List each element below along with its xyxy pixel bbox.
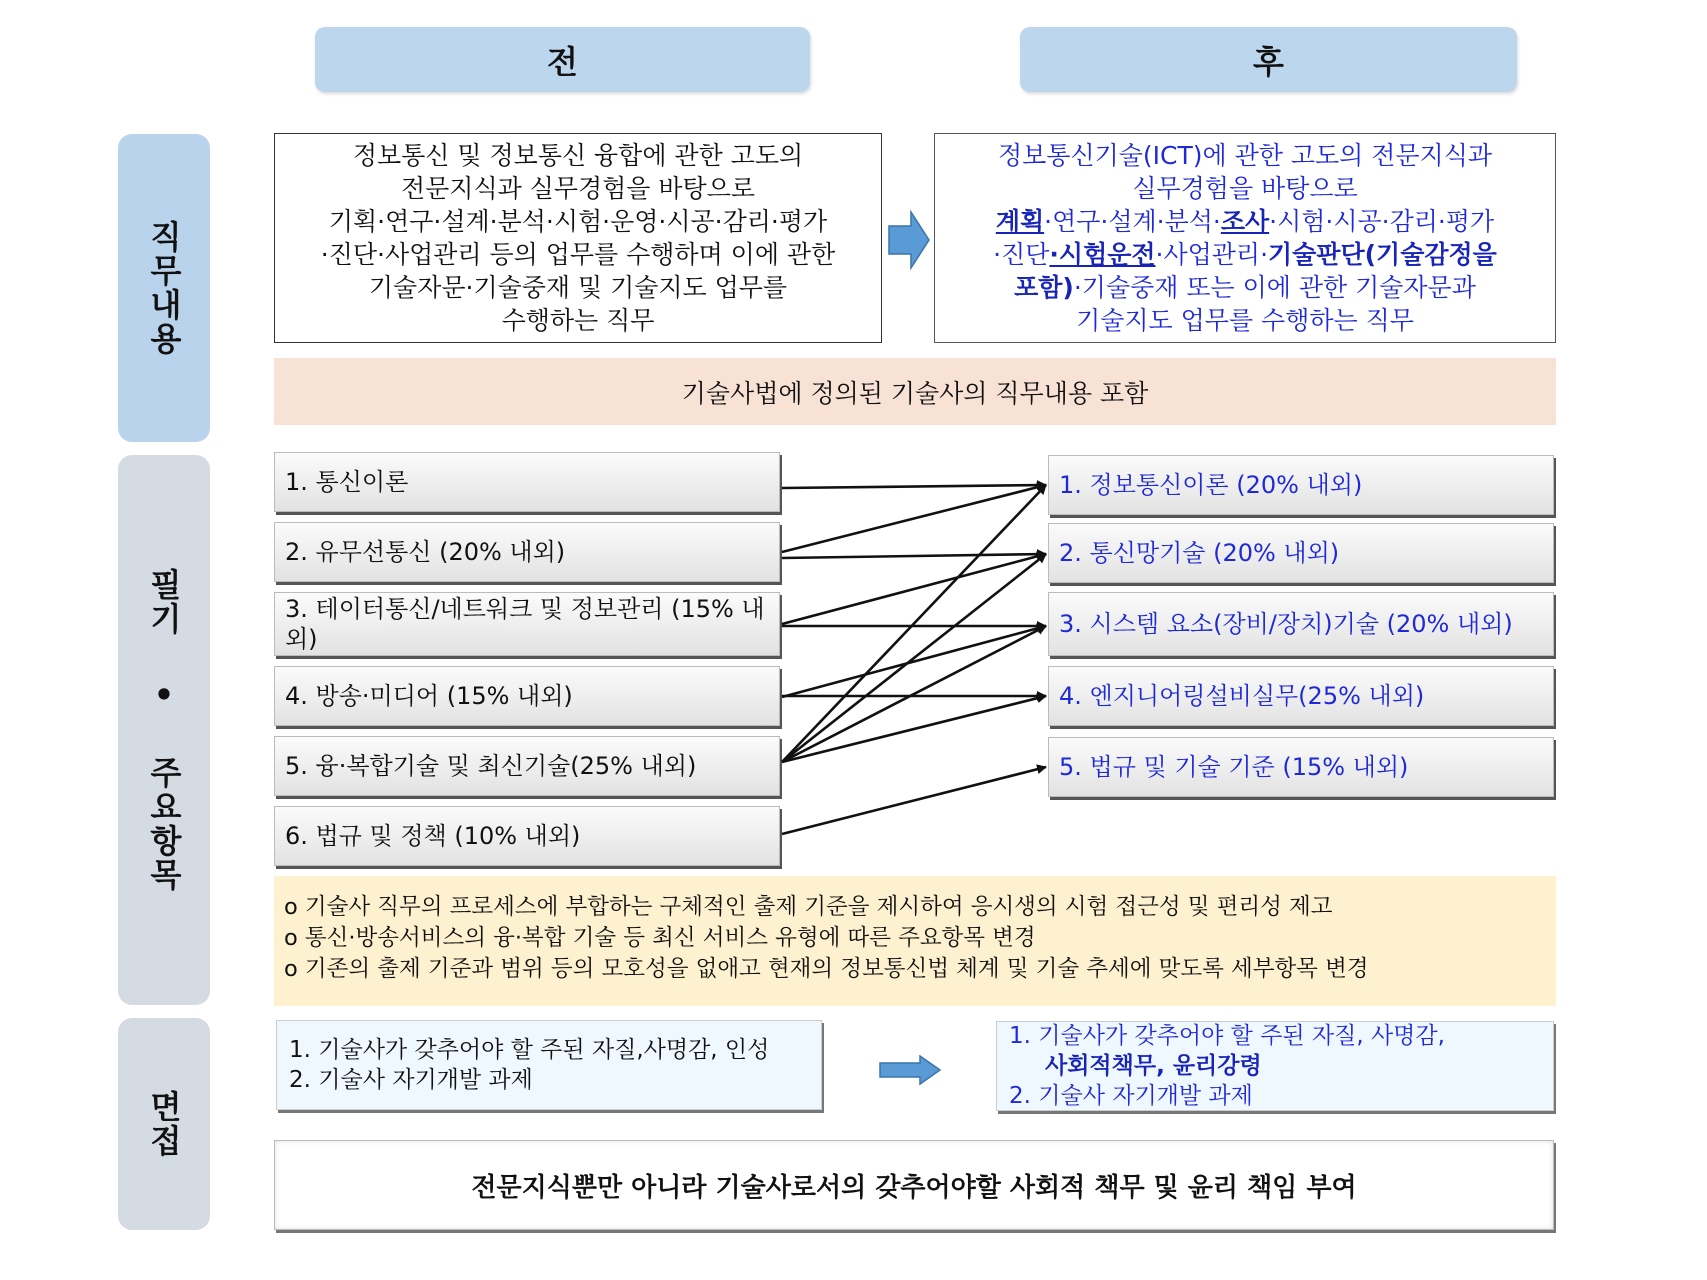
written-notes xyxy=(274,876,1556,1006)
arrow-5-to-1 xyxy=(782,485,1046,762)
interview-arrow-icon xyxy=(878,1055,942,1087)
duty-after-text: ·시험·시공·감리·평가 xyxy=(1269,207,1495,236)
written-after-label: 2. 통신망기술 (20% 내외) xyxy=(1059,539,1340,567)
written-after-label: 5. 법규 및 기술 기준 (15% 내외) xyxy=(1059,753,1409,781)
duty-after-text: 기술지도 업무를 수행하는 직무 xyxy=(1076,306,1414,335)
duty-after-highlight: 조사 xyxy=(1220,207,1270,236)
written-before-label: 6. 법규 및 정책 (10% 내외) xyxy=(285,822,581,850)
written-before-label: 3. 테이터통신/네트워크 및 정보관리 (15% 내외) xyxy=(285,595,765,653)
arrow-5-to-4 xyxy=(782,696,1046,762)
side-label-duty-text: 직무내용 xyxy=(145,220,183,356)
side-label-written-text: 필기 • 주요항목 xyxy=(145,568,183,892)
note-line: o 기존의 출제 기준과 범위 등의 모호성을 없애고 현재의 정보통신법 체계 및 기술 추세에 맞도록 세부항목 변경 xyxy=(284,956,1369,982)
interview-after-box xyxy=(996,1021,1554,1111)
arrow-5-to-2 xyxy=(782,554,1046,762)
interview-summary-text: 전문지식뿐만 아니라 기술사로서의 갖추어야할 사회적 책무 및 윤리 책임 부여 xyxy=(471,1172,1357,1203)
duty-before-line: 기술자문·기술중재 및 기술지도 업무를 xyxy=(368,273,788,302)
duty-before-line: 정보통신 및 정보통신 융합에 관한 고도의 xyxy=(352,141,804,170)
written-after-label: 4. 엔지니어링설비실무(25% 내외) xyxy=(1059,682,1425,710)
header-before-label: 전 xyxy=(547,42,578,81)
written-before-label: 4. 방송·미디어 (15% 내외) xyxy=(285,682,573,710)
arrow-5-to-3 xyxy=(782,626,1046,762)
interview-after-line: 2. 기술사 자기개발 과제 xyxy=(1009,1083,1253,1109)
duty-before-line: 기획·연구·설계·분석·시험·운영·시공·감리·평가 xyxy=(328,207,828,236)
duty-after-text: 실무경험을 바탕으로 xyxy=(1132,174,1358,203)
interview-summary xyxy=(274,1140,1554,1230)
note-line: o 통신·방송서비스의 융·복합 기술 등 최신 서비스 유형에 따른 주요항목 변경 xyxy=(284,925,1036,951)
arrow-3-to-2 xyxy=(782,554,1046,624)
arrow-2-to-2 xyxy=(782,554,1046,558)
written-before-label: 2. 유무선통신 (20% 내외) xyxy=(285,538,566,566)
duty-after-text: ·사업관리· xyxy=(1155,240,1269,269)
duty-after-highlight: 포함) xyxy=(1014,273,1074,302)
written-before-label: 5. 융·복합기술 및 최신기술(25% 내외) xyxy=(285,752,697,780)
interview-before-box xyxy=(276,1020,822,1110)
arrow-4-to-3 xyxy=(782,626,1046,697)
duty-after-text: ·기술중재 또는 이에 관한 기술자문과 xyxy=(1073,273,1476,302)
duty-before-line: 수행하는 직무 xyxy=(501,306,655,335)
duty-after-highlight: ·시험운전 xyxy=(1049,240,1156,269)
duty-after-highlight: 기술판단(기술감정을 xyxy=(1268,240,1497,269)
interview-before-line: 1. 기술사가 갖추어야 할 주된 자질,사명감, 인성 xyxy=(289,1037,770,1063)
duty-band-text: 기술사법에 정의된 기술사의 직무내용 포함 xyxy=(681,378,1149,408)
written-after-label: 1. 정보통신이론 (20% 내외) xyxy=(1059,471,1363,499)
note-line: o 기술사 직무의 프로세스에 부합하는 구체적인 출제 기준을 제시하여 응시생의 시험 접근성 및 편리성 제고 xyxy=(284,894,1333,920)
arrow-2-to-1 xyxy=(782,485,1046,552)
interview-after-highlight: 사회적책무, 윤리강령 xyxy=(1045,1053,1262,1079)
written-before-label: 1. 통신이론 xyxy=(285,468,409,496)
duty-before-line: ·진단·사업관리 등의 업무를 수행하며 이에 관한 xyxy=(320,240,836,269)
duty-after-text: ·연구·설계·분석· xyxy=(1044,207,1221,236)
interview-after-line: 1. 기술사가 갖추어야 할 주된 자질, 사명감, xyxy=(1009,1023,1445,1049)
arrow-6-to-5 xyxy=(782,767,1046,834)
header-after-label: 후 xyxy=(1253,42,1284,81)
written-after-label: 3. 시스템 요소(장비/장치)기술 (20% 내외) xyxy=(1059,610,1513,638)
arrow-1-to-1 xyxy=(782,485,1046,488)
interview-before-line: 2. 기술사 자기개발 과제 xyxy=(289,1067,533,1093)
duty-after-highlight: 계획 xyxy=(995,207,1045,236)
duty-before-line: 전문지식과 실무경험을 바탕으로 xyxy=(401,174,755,203)
side-label-interview-text: 면접 xyxy=(145,1090,183,1158)
duty-after-text: 정보통신기술(ICT)에 관한 고도의 전문지식과 xyxy=(998,141,1492,170)
interview-after-line xyxy=(1009,1051,1541,1081)
duty-after-text: ·진단 xyxy=(993,240,1050,269)
